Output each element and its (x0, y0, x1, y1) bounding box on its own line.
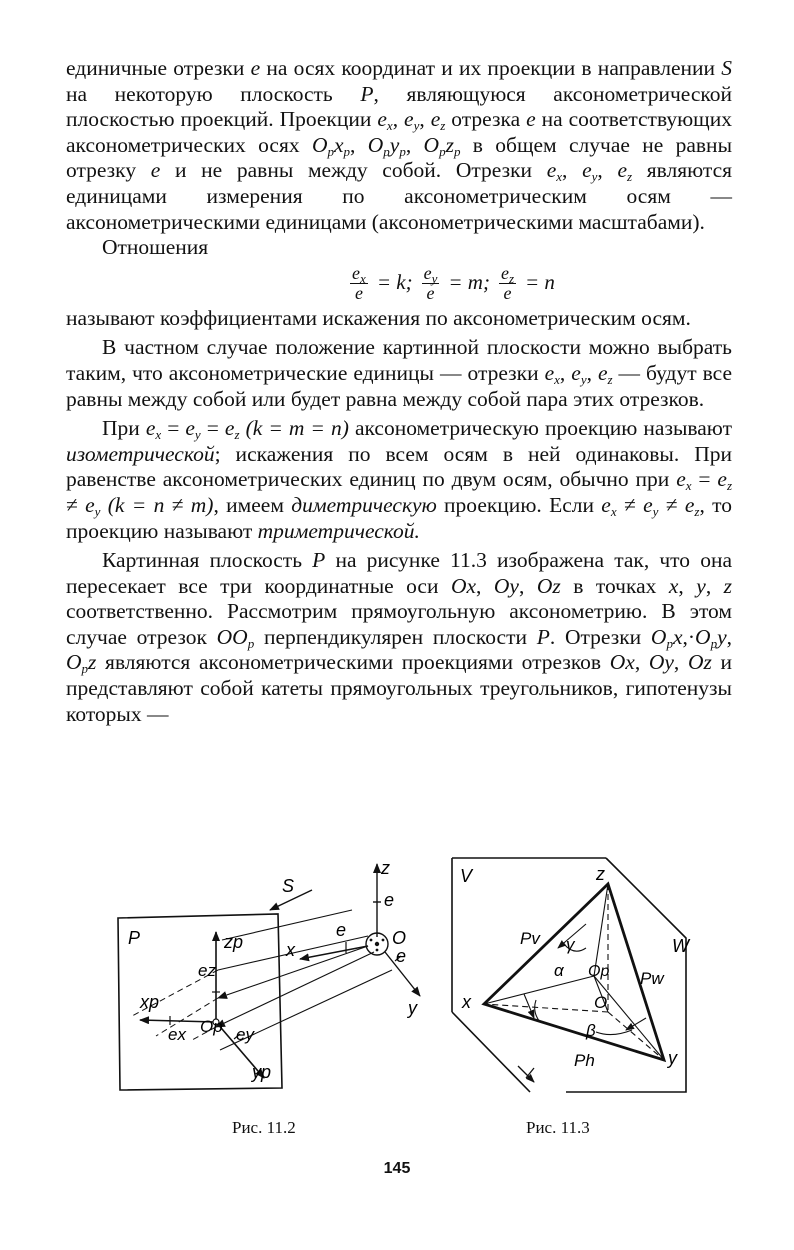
paragraph-4: В частном случае положение картинной плоскости можно выбрать таким, что аксонометрические единицы — отрезки $e_x$, $e_y$, $e_z$ — будут все равны между собой или будет равна между собой пара этих отрезков. (66, 335, 733, 411)
label-gamma: γ (566, 935, 575, 954)
fraction-ey: $\frac{e_y}{e}$ (423, 262, 438, 303)
label-e-top: e (384, 890, 395, 910)
trace-triangle (484, 884, 664, 1060)
page-text (66, 56, 732, 727)
fraction-ex: $\frac{e_x}{e}$ (352, 262, 366, 303)
label-xp: xp (140, 992, 160, 1012)
label-beta: β (586, 1021, 596, 1040)
label-pv: Pv (520, 929, 540, 948)
paragraph-3: называют коэффициентами искажения по аксонометрическим осям. (66, 305, 691, 330)
label-v: V (460, 866, 473, 886)
label-o: O (392, 928, 407, 948)
paragraph-1: единичные отрезки e на осях координат и их проекции в направлении S на некоторую плоскость P, являющуюся аксонометрической плоскостью проекций. Проекции $e_x$, $e_y$, $e_z$ отрезка e на соответствующих аксонометрических осях $O_px_p$, $O_py_p$, $O_pz_p$ в общем случае не равны отрезку e и не равны между собой. Отрезки $e_x$, $e_y$, $e_z$ являются единицами измерения по аксонометрическим осям — аксонометрическими единицами (аксонометрическими масштабами). (66, 56, 733, 234)
caption-fig-11-3: Рис. 11.3 (526, 1118, 590, 1137)
paragraph-2: Отношения (102, 235, 209, 260)
label-w: W (672, 936, 689, 956)
label-x-fig3: x (462, 992, 471, 1012)
label-p: P (128, 928, 141, 948)
label-e-right: e (396, 946, 407, 966)
label-alpha: α (554, 961, 564, 980)
label-zp: zp (224, 932, 244, 952)
paragraph-6: Картинная плоскость P на рисунке 11.3 изображена так, что она пересекает все три координатные оси Ox, Oy, Oz в точках x, y, z соответственно. Рассмотрим прямоугольную аксонометрию. В этом случае отрезок $OO_p$ перпендикулярен плоскости P. Отрезки $O_px,\cdot O_py$, $O_pz$ являются аксонометрическими проекциями отрезков Ox, Oy, Oz и представляют собой катеты прямоугольных треугольников, гипотенузы которых — (66, 548, 733, 726)
label-y-fig3: y (668, 1048, 677, 1068)
label-z-fig3: z (596, 864, 605, 884)
page-number: 145 (383, 1160, 411, 1177)
label-op: Op (200, 1017, 223, 1036)
distortion-formula: $\frac{e_x}{e}$ = k; $\frac{e_y}{e}$ = m; $\frac{e_z}{e}$ = n (352, 262, 555, 303)
label-ey: ey (236, 1025, 254, 1044)
caption-fig-11-2: Рис. 11.2 (232, 1118, 296, 1137)
label-x: x (286, 940, 295, 960)
label-z: z (381, 858, 390, 878)
label-y: y (408, 998, 417, 1018)
fraction-ez: $\frac{e_z}{e}$ (500, 262, 515, 303)
label-o-fig3: O (594, 993, 608, 1012)
label-ph: Ph (574, 1051, 595, 1070)
label-s: S (282, 876, 295, 896)
label-yp: yp (252, 1062, 272, 1082)
figure-11-2 (112, 852, 442, 1102)
label-ex: ex (168, 1025, 186, 1044)
paragraph-5: При $e_x = e_y = e_z$ (k = m = n) аксонометрическую проекцию называют изометрической; искажения по всем осям в ней одинаковы. При равенстве аксонометрических единиц по двум осям, обычно при $e_x = e_z \ne e_y$ (k = n ≠ m), имеем диметрическую проекцию. Если $e_x \ne e_y \ne e_z$, то проекцию называют триметрической. (66, 416, 732, 543)
x-axis-space (300, 946, 368, 959)
label-ez: ez (198, 961, 216, 980)
label-op-fig3: Op (588, 963, 610, 980)
figure-11-3 (446, 852, 696, 1102)
label-e-mid: e (336, 920, 347, 940)
label-pw: Pw (640, 969, 664, 988)
